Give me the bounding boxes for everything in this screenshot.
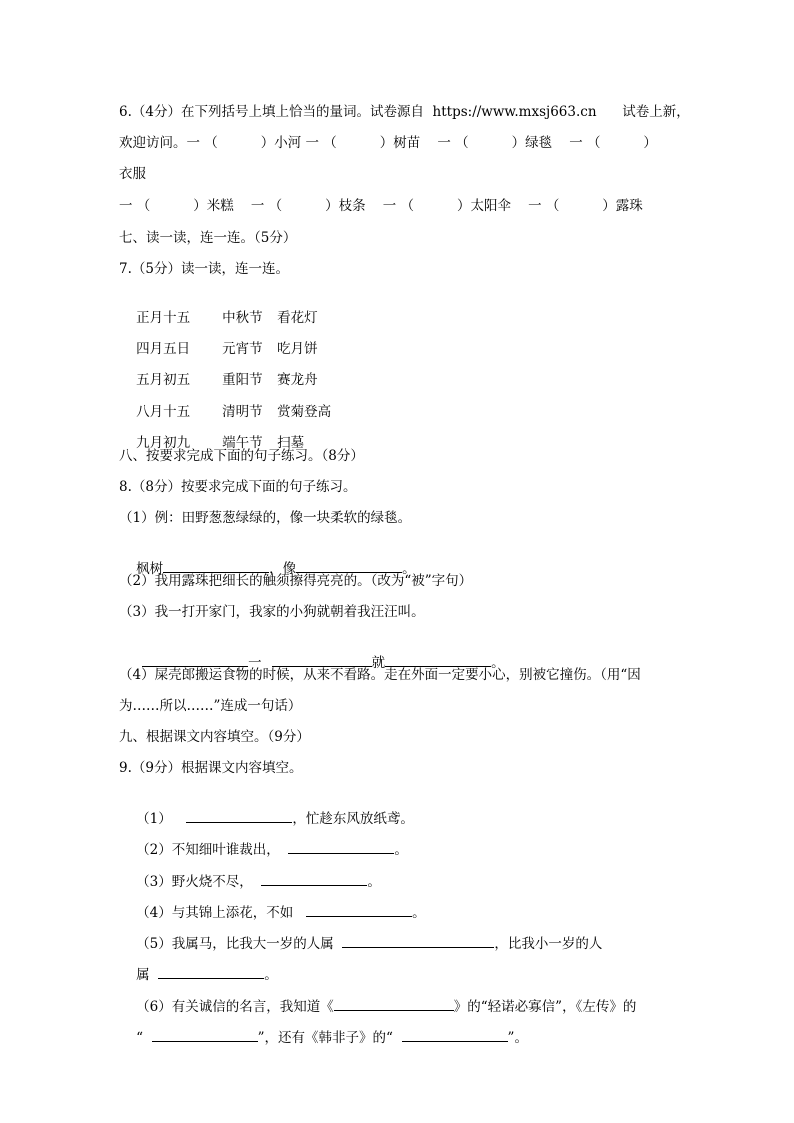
q7-title: 7.（5分）读一读，连一连。 [119, 261, 289, 277]
answer-text: 枫树 [136, 561, 164, 577]
match-festival: 端午节 [222, 435, 263, 451]
match-custom: 赏菊登高 [277, 404, 332, 420]
match-custom: 扫墓 [277, 435, 305, 451]
item-text: 属 [136, 967, 159, 983]
match-festival: 重阳节 [222, 372, 263, 388]
item-text: 。 [412, 905, 426, 921]
answer-blank[interactable] [296, 558, 402, 573]
match-festival: 元宵节 [222, 341, 263, 357]
item-text: 。 [264, 967, 278, 983]
q6-line2: 欢迎访问。一 （ ）小河 一 （ ）树苗 一 （ ）绿毯 一 （ ） [119, 135, 657, 151]
q8-title: 8.（8分）按要求完成下面的句子练习。 [119, 479, 357, 495]
item-text: （3）野火烧不尽， [136, 874, 262, 890]
item-text: （5）我属马，比我大一岁的人属 [136, 936, 343, 952]
match-date: 八月十五 [136, 404, 191, 420]
answer-text: 。 [491, 655, 505, 671]
item-text: （6）有关诚信的名言，我知道《 [136, 999, 334, 1015]
item-text: “ [136, 1030, 152, 1046]
q8-part1: （1）例：田野葱葱绿绿的，像一块柔软的绿毯。 [119, 510, 412, 526]
answer-blank[interactable] [163, 558, 269, 573]
item-text: ，忙趁东风放纸鸢。 [292, 811, 414, 827]
answer-blank[interactable] [158, 964, 264, 979]
match-date: 九月初九 [136, 435, 191, 451]
section8-heading: 八、按要求完成下面的句子练习。（8分） [119, 448, 364, 464]
answer-text: 。 [402, 561, 416, 577]
match-festival: 清明节 [222, 404, 263, 420]
q8-part2: （2）我用露珠把细长的触须擦得亮亮的。（改为“被”字句） [119, 573, 473, 589]
match-custom: 赛龙舟 [277, 372, 318, 388]
match-date: 四月五日 [136, 341, 191, 357]
answer-blank[interactable] [142, 652, 248, 667]
q8-part3: （3）我一打开家门，我家的小狗就朝着我汪汪叫。 [119, 604, 425, 620]
item-text: （2）不知细叶谁裁出， [136, 842, 289, 858]
match-custom: 看花灯 [277, 310, 318, 326]
section7-heading: 七、读一读，连一连。（5分） [119, 230, 297, 246]
answer-blank[interactable] [272, 652, 372, 667]
item-text: ”。 [507, 1030, 528, 1046]
answer-text: ，像 [269, 561, 297, 577]
answer-blank[interactable] [342, 933, 494, 948]
item-text: ”，还有《韩非子》的“ [257, 1030, 402, 1046]
match-festival: 中秋节 [222, 310, 263, 326]
q8-part4-line1: （4）屎壳郎搬运食物的时候，从来不看路。走在外面一定要小心，别被它撞伤。（用“因 [119, 667, 641, 683]
q9-item6-line2 [119, 1009, 528, 1065]
item-text: 。 [367, 874, 381, 890]
item-text: （4）与其锦上添花，不如 [136, 905, 307, 921]
item-text: ，比我小一岁的人 [494, 936, 603, 952]
match-date: 五月初五 [136, 372, 191, 388]
q6-line3: 衣服 [119, 166, 146, 182]
answer-blank[interactable] [152, 1027, 258, 1042]
q6-line1: 6.（4分）在下列括号上填上恰当的量词。试卷源自 https://www.mxsj663.cn 试卷上新， [119, 104, 690, 120]
answer-blank[interactable] [385, 652, 491, 667]
answer-blank[interactable] [402, 1027, 508, 1042]
q8-part4-line2: 为……所以……”连成一句话） [119, 698, 302, 714]
answer-text: 就 [371, 655, 386, 671]
item-text: 。 [394, 842, 408, 858]
q6-line4: 一 （ ）米糕 一 （ ）枝条 一 （ ）太阳伞 一 （ ）露珠 [119, 198, 643, 214]
answer-blank[interactable] [288, 839, 394, 854]
item-text: （1） [136, 811, 181, 827]
q9-title: 9.（9分）根据课文内容填空。 [119, 760, 303, 776]
section9-heading: 九、根据课文内容填空。（9分） [119, 729, 310, 745]
match-date: 正月十五 [136, 310, 191, 326]
item-text: 》的“轻诺必寡信”，《左传》的 [453, 999, 637, 1015]
answer-text: 一 [248, 655, 262, 671]
match-custom: 吃月饼 [277, 341, 318, 357]
